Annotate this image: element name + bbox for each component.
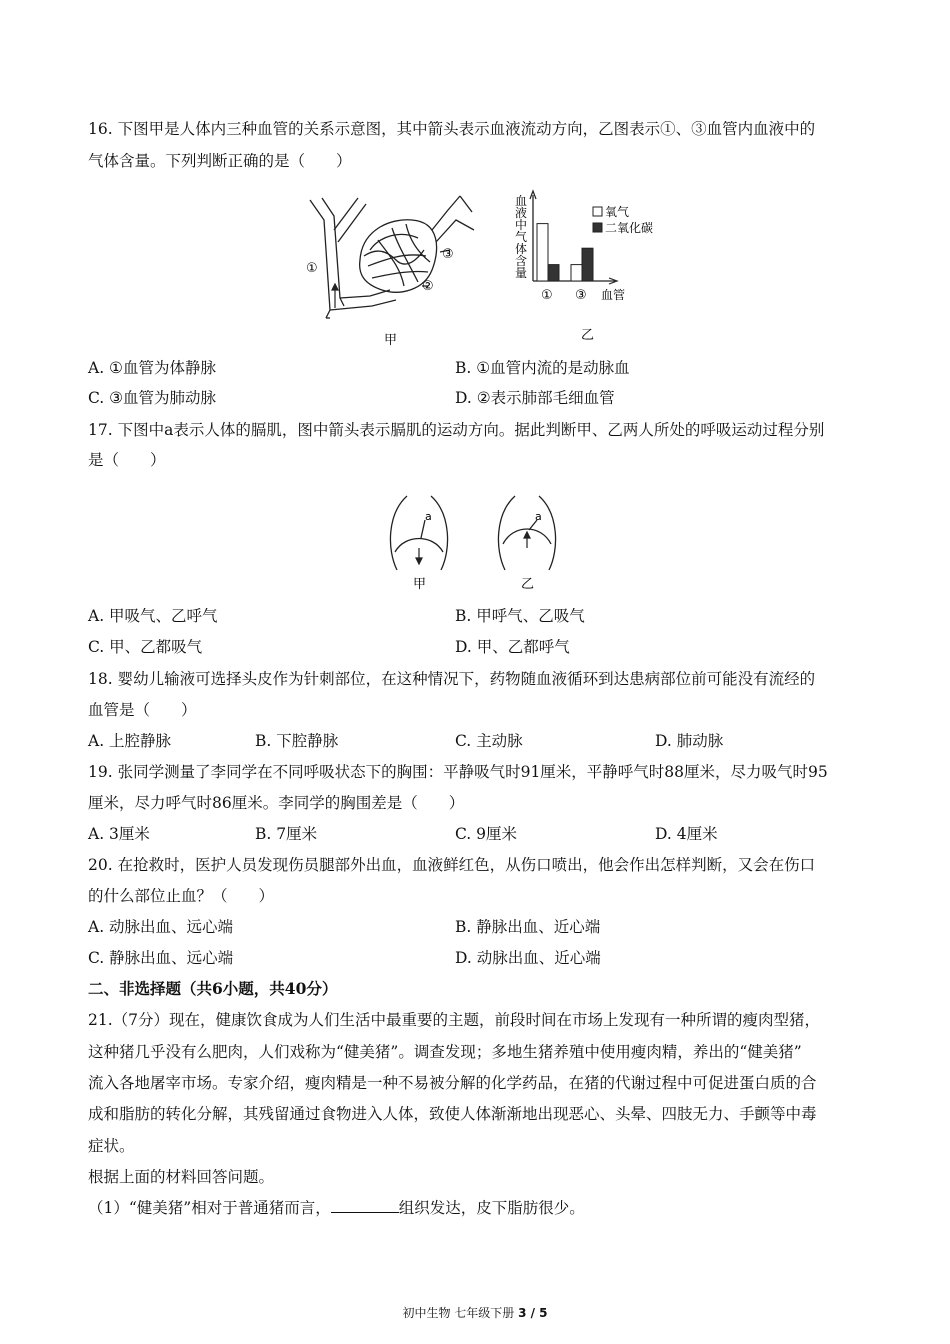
q17-figure-diaphragm [385,490,575,595]
bar-oxygen-2 [571,265,582,281]
q16-stem-line1: 16. 下图甲是人体内三种血管的关系示意图，其中箭头表示血液流动方向，乙图表示①、③血管内血液中的 [88,120,816,138]
q17-caption-yi: 乙 [521,577,535,592]
section-2-title: 二、非选择题（共6小题，共40分） [88,979,338,998]
q19-option-c[interactable]: C. 9厘米 [455,825,518,843]
q18-stem-line2: 血管是（ ） [88,701,197,719]
q16-option-b[interactable]: B. ①血管内流的是动脉血 [455,359,630,377]
q19-stem-line2: 厘米，尽力呼气时86厘米。李同学的胸围差是（ ） [88,794,465,812]
footer-page-number: 3 / 5 [518,1306,548,1320]
q18-stem-line1: 18. 婴幼儿输液可选择头皮作为针刺部位，在这种情况下，药物随血液循环到达患病部位前可能没有流经的 [88,670,816,688]
legend-co2-label: 二氧化碳 [605,221,654,235]
q19-option-d[interactable]: D. 4厘米 [655,825,718,843]
q20-stem-line2: 的什么部位止血？（ ） [88,887,275,905]
q20-option-d[interactable]: D. 动脉出血、近心端 [455,949,601,967]
q20-stem-line1: 20. 在抢救时，医护人员发现伤员腿部外出血，血液鲜红色，从伤口喷出，他会作出怎样判断，又会在伤口 [88,856,816,874]
q21-line6: 根据上面的材料回答问题。 [88,1168,275,1186]
legend-oxygen-swatch [593,207,602,216]
q16-jia-label2: ② [422,279,434,294]
q21-sub1-prefix: （1）“健美猪”相对于普通猪而言， [88,1199,331,1217]
q16-figure-jia [300,190,480,350]
q17-label-a-jia: a [425,510,432,523]
q21-line5: 症状。 [88,1137,135,1155]
q16-option-d[interactable]: D. ②表示肺部毛细血管 [455,389,615,407]
q20-option-c[interactable]: C. 静脉出血、远心端 [88,949,234,967]
q18-option-c[interactable]: C. 主动脉 [455,732,523,750]
q16-jia-caption: 甲 [384,333,398,348]
legend-oxygen-label: 氧气 [605,205,630,219]
q17-stem-line1: 17. 下图中a表示人体的膈肌，图中箭头表示膈肌的运动方向。据此判断甲、乙两人所处的呼吸运动过程分别 [88,421,825,439]
q17-option-b[interactable]: B. 甲呼气、乙吸气 [455,607,585,625]
q21-sub1-suffix: 组织发达，皮下脂肪很少。 [398,1199,585,1217]
bar-oxygen-1 [537,224,548,281]
q16-option-a[interactable]: A. ①血管为体静脉 [88,359,216,377]
bar-co2-1 [548,265,559,281]
q17-label-a-yi: a [535,510,542,523]
chart-ylabel: 血液中气体含量 [515,194,528,280]
bar-co2-2 [582,248,593,281]
legend-co2-swatch [593,223,602,232]
q21-line3: 流入各地屠宰市场。专家介绍，瘦肉精是一种不易被分解的化学药品，在猪的代谢过程中可促进蛋白质的合 [88,1074,817,1092]
chart-xlabel: 血管 [601,288,626,302]
chart-tick-1: ① [541,288,553,303]
q19-stem-line1: 19. 张同学测量了李同学在不同呼吸状态下的胸围：平静吸气时91厘米，平静呼气时88厘米，尽力吸气时95 [88,763,828,781]
q17-option-a[interactable]: A. 甲吸气、乙呼气 [88,607,218,625]
q17-option-c[interactable]: C. 甲、乙都吸气 [88,638,203,656]
q19-option-b[interactable]: B. 7厘米 [255,825,318,843]
q16-yi-caption: 乙 [581,328,595,343]
q21-line2: 这种猪几乎没有么肥肉，人们戏称为“健美猪”。调查发现；多地生猪养殖中使用瘦肉精，养出的“健美猪” [88,1043,802,1061]
q21-sub1-answer-blank[interactable] [331,1198,399,1213]
q21-line4: 成和脂肪的转化分解，其残留通过食物进入人体，致使人体渐渐地出现恶心、头晕、四肢无力、手颤等中毒 [88,1105,817,1123]
q16-option-c[interactable]: C. ③血管为肺动脉 [88,389,217,407]
q20-option-b[interactable]: B. 静脉出血、近心端 [455,918,601,936]
q17-stem-line2: 是（ ） [88,451,166,469]
q16-figure-yi-chart [505,185,685,350]
q17-option-d[interactable]: D. 甲、乙都呼气 [455,638,570,656]
q19-option-a[interactable]: A. 3厘米 [88,825,150,843]
q17-caption-jia: 甲 [413,577,427,592]
page-footer [0,1304,950,1321]
chart-tick-3: ③ [575,288,587,303]
q21-sub1 [88,1198,585,1218]
q20-option-a[interactable]: A. 动脉出血、远心端 [88,918,234,936]
q16-jia-label1: ① [306,261,318,276]
q16-stem-line2: 气体含量。下列判断正确的是（ ） [88,152,352,170]
footer-text: 初中生物 七年级下册 [402,1306,519,1320]
q18-option-b[interactable]: B. 下腔静脉 [255,732,339,750]
q16-jia-label3: ③ [442,247,454,262]
q18-option-a[interactable]: A. 上腔静脉 [88,732,172,750]
q21-line1: 21.（7分）现在，健康饮食成为人们生活中最重要的主题，前段时间在市场上发现有一种所谓的瘦肉型猪， [88,1011,821,1029]
q18-option-d[interactable]: D. 肺动脉 [655,732,724,750]
